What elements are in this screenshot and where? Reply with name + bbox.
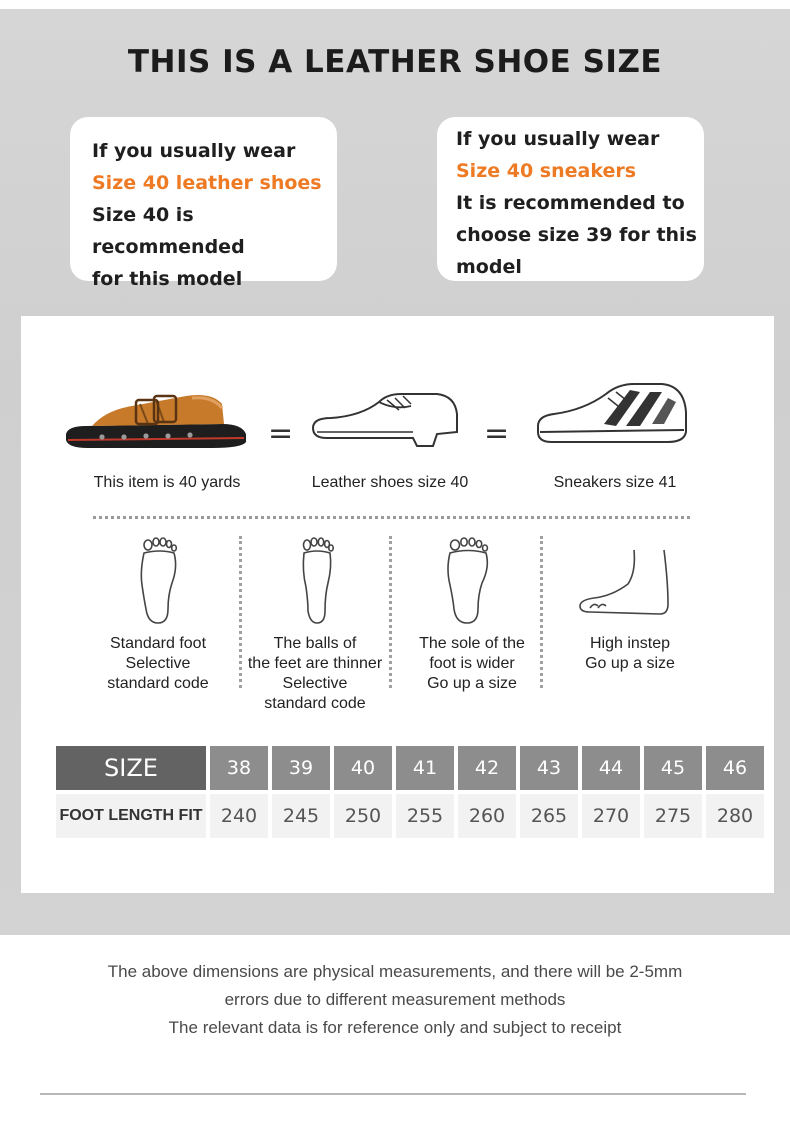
bubble-line: for this model — [92, 268, 243, 290]
foot-length-header: FOOT LENGTH FIT — [56, 794, 206, 838]
sandal-icon — [62, 390, 248, 454]
size-cell: 41 — [396, 746, 454, 790]
sneaker-icon — [534, 380, 690, 450]
foot-length-cell: 260 — [458, 794, 516, 838]
high-instep-foot-icon — [576, 548, 672, 618]
size-cell: 44 — [582, 746, 640, 790]
equals-sign: = — [268, 416, 294, 451]
recommendation-bubble-leather — [70, 117, 337, 290]
size-header: SIZE — [56, 746, 206, 790]
bubble-line: model — [456, 256, 522, 278]
disclaimer-line: The relevant data is for reference only and subject to receipt — [168, 1018, 622, 1037]
bubble-accent-line: Size 40 leather shoes — [92, 172, 322, 194]
size-cell: 39 — [272, 746, 330, 790]
leather-shoe-label: Leather shoes size 40 — [311, 474, 469, 491]
foot-length-cell: 245 — [272, 794, 330, 838]
foot-length-cell: 270 — [582, 794, 640, 838]
foot-length-cell: 275 — [644, 794, 702, 838]
size-cell: 40 — [334, 746, 392, 790]
bubble-line: Size 40 is recommended — [92, 204, 245, 258]
top-strip — [0, 0, 790, 9]
foot-type-label-high-instep: High instep Go up a size — [585, 635, 675, 672]
size-cell: 43 — [520, 746, 578, 790]
recommendation-bubble-sneakers — [437, 117, 704, 281]
standard-foot-icon — [136, 537, 180, 627]
disclaimer-line: The above dimensions are physical measurements, and there will be 2-5mm — [107, 962, 683, 981]
foot-length-cell: 265 — [520, 794, 578, 838]
sandal-label: This item is 40 yards — [93, 474, 241, 491]
page-title: THIS IS A LEATHER SHOE SIZE — [127, 44, 663, 80]
wide-foot-icon — [444, 537, 492, 627]
disclaimer-line: errors due to different measurement methods — [224, 990, 566, 1009]
bubble-line: choose size 39 for this — [456, 224, 697, 246]
bubble-line: If you usually wear — [92, 140, 296, 162]
foot-length-cell: 250 — [334, 794, 392, 838]
foot-type-label-wide: The sole of the foot is wider Go up a size — [419, 635, 525, 692]
foot-length-cell: 240 — [210, 794, 268, 838]
size-cell: 42 — [458, 746, 516, 790]
size-cell: 46 — [706, 746, 764, 790]
foot-length-cell: 280 — [706, 794, 764, 838]
foot-length-cell: 255 — [396, 794, 454, 838]
size-cell: 45 — [644, 746, 702, 790]
sneaker-label: Sneakers size 41 — [553, 474, 677, 491]
size-cell: 38 — [210, 746, 268, 790]
dotted-divider — [93, 516, 690, 519]
thin-foot-icon — [298, 537, 336, 627]
bubble-line: It is recommended to — [456, 192, 685, 214]
bubble-accent-line: Size 40 sneakers — [456, 160, 637, 182]
bottom-divider — [40, 1093, 746, 1095]
leather-shoe-icon — [309, 388, 461, 450]
foot-type-label-standard: Standard foot Selective standard code — [107, 635, 209, 692]
bubble-line: If you usually wear — [456, 128, 660, 150]
foot-type-label-thin: The balls of the feet are thinner Selective standard code — [247, 635, 383, 712]
equals-sign: = — [484, 416, 510, 451]
